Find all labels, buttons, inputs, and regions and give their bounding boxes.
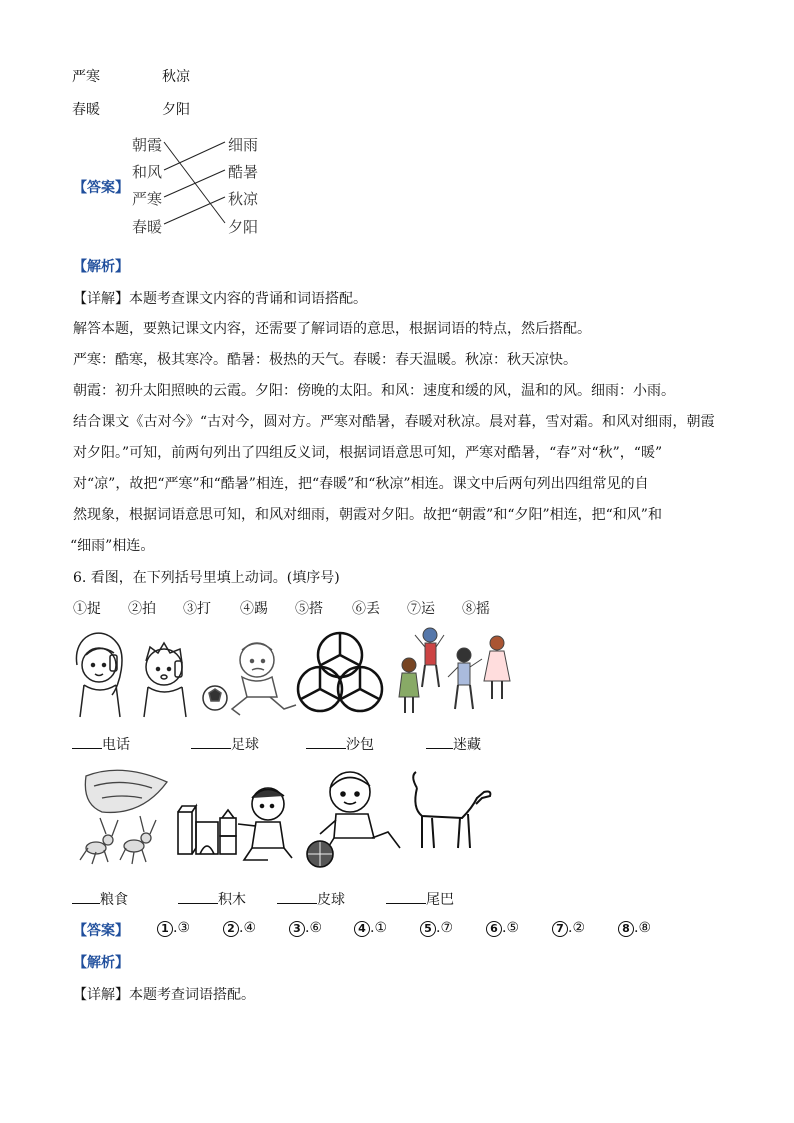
answer-2 (223, 920, 256, 937)
match-right-4: 夕阳 (228, 218, 259, 236)
analysis-label-2: 【解析】 (73, 955, 129, 971)
answer-label-2: 【答案】 (73, 923, 129, 939)
kick-football-picture (203, 643, 296, 715)
row2-word-3: 皮球 (317, 892, 345, 908)
building-blocks-picture (178, 788, 292, 860)
detail-text-2: 本题考查词语搭配。 (129, 987, 255, 1003)
picture-row-1 (72, 625, 532, 720)
option-4: ④踢 (240, 601, 268, 617)
detail-line-2 (73, 984, 255, 1004)
long-paragraph-line-2: 对夕阳。”可知，前两句列出了四组反义词，根据词语意思可知，严寒对酷暑，“春”对“秋”，“暖” (73, 445, 663, 461)
match-right-2: 酷暑 (228, 163, 259, 181)
answer-4 (354, 920, 387, 937)
option-1: ①捉 (73, 601, 101, 617)
row2-item-3 (277, 889, 345, 909)
answer-7-num: 7 (552, 921, 568, 937)
blank-6[interactable] (178, 889, 218, 904)
answer-2-val: .④ (239, 920, 257, 936)
paragraph-1: 解答本题，要熟记课文内容，还需要了解词语的意思，根据词语的特点，然后搭配。 (73, 321, 591, 337)
detail-line (73, 288, 367, 308)
match-left-1: 朝霞 (132, 136, 163, 154)
question-6-title: 6. 看图，在下列括号里填上动词。(填序号) (73, 570, 340, 586)
row1-item-2 (191, 734, 259, 754)
pair-right-1: 秋凉 (162, 69, 190, 85)
answer-1 (157, 920, 190, 937)
answer-7-val: .② (568, 920, 586, 936)
answer-7 (552, 920, 585, 937)
option-8: ⑧摇 (462, 601, 490, 617)
answer-3-val: .⑥ (305, 920, 323, 936)
phone-call-picture (76, 633, 186, 717)
row1-word-1: 电话 (102, 737, 130, 753)
answer-6 (486, 920, 519, 937)
row2-word-2: 积木 (218, 892, 246, 908)
long-paragraph-line-3: 对“凉”，故把“严寒”和“酷暑”相连，把“春暖”和“秋凉”相连。课文中后两句列出四组常见的自 (73, 476, 649, 492)
row2-word-4: 尾巴 (426, 892, 454, 908)
blank-4[interactable] (426, 734, 453, 749)
answer-4-val: .① (370, 920, 388, 936)
blank-7[interactable] (277, 889, 317, 904)
answer-2-num: 2 (223, 921, 239, 937)
matching-lines (128, 128, 268, 240)
answer-1-val: .③ (173, 920, 191, 936)
answer-1-num: 1 (157, 921, 173, 937)
row2-item-1 (72, 889, 128, 909)
answer-4-num: 4 (354, 921, 370, 937)
option-5: ⑤搭 (295, 601, 323, 617)
answer-8-num: 8 (618, 921, 634, 937)
analysis-label: 【解析】 (73, 259, 129, 275)
answer-6-num: 6 (486, 921, 502, 937)
row1-item-1 (72, 734, 130, 754)
row1-word-4: 迷藏 (453, 737, 481, 753)
match-right-1: 细雨 (228, 136, 259, 154)
blank-5[interactable] (72, 889, 100, 904)
pair-left-1: 严寒 (72, 69, 100, 85)
blank-3[interactable] (306, 734, 346, 749)
row2-word-1: 粮食 (100, 892, 128, 908)
blank-2[interactable] (191, 734, 231, 749)
detail-label-2: 【详解】 (73, 987, 129, 1003)
detail-text: 本题考查课文内容的背诵和词语搭配。 (129, 291, 367, 307)
answer-5 (420, 920, 453, 937)
match-right-3: 秋凉 (228, 190, 259, 208)
hide-and-seek-picture (399, 628, 510, 713)
answer-5-val: .⑦ (436, 920, 454, 936)
answer-3-num: 3 (289, 921, 305, 937)
match-left-4: 春暖 (132, 218, 163, 236)
ants-carrying-food-picture (80, 770, 167, 864)
row1-item-3 (306, 734, 374, 754)
bounce-ball-picture (307, 772, 400, 867)
wag-tail-picture (413, 772, 490, 848)
option-2: ②拍 (128, 601, 156, 617)
answer-8 (618, 920, 651, 937)
answer-label: 【答案】 (73, 180, 129, 196)
long-paragraph-line-4: 然现象，根据词语意思可知，和风对细雨，朝霞对夕阳。故把“朝霞”和“夕阳”相连，把“和风”和 (73, 507, 662, 523)
blank-1[interactable] (72, 734, 102, 749)
long-paragraph-line-5: “细雨”相连。 (70, 538, 155, 554)
answer-3 (289, 920, 322, 937)
answer-6-val: .⑤ (502, 920, 520, 936)
row2-item-4 (386, 889, 454, 909)
pair-right-2: 夕阳 (162, 102, 190, 118)
option-3: ③打 (183, 601, 211, 617)
sandbag-picture (298, 633, 382, 711)
row1-word-2: 足球 (231, 737, 259, 753)
long-paragraph-line-1: 结合课文《古对今》“古对今，圆对方。严寒对酷暑，春暖对秋凉。晨对暮，雪对霜。和风对细雨，朝霞 (73, 414, 715, 430)
option-6: ⑥丢 (352, 601, 380, 617)
match-left-3: 严寒 (132, 190, 163, 208)
detail-label: 【详解】 (73, 291, 129, 307)
pair-left-2: 春暖 (72, 102, 100, 118)
row1-word-3: 沙包 (346, 737, 374, 753)
blank-8[interactable] (386, 889, 426, 904)
paragraph-2: 严寒：酷寒，极其寒冷。酷暑：极热的天气。春暖：春天温暖。秋凉：秋天凉快。 (73, 352, 577, 368)
answer-8-val: .⑧ (634, 920, 652, 936)
row2-item-2 (178, 889, 246, 909)
matching-diagram (128, 128, 268, 240)
picture-row-2 (72, 768, 502, 868)
option-7: ⑦运 (407, 601, 435, 617)
row1-item-4 (426, 734, 481, 754)
answer-5-num: 5 (420, 921, 436, 937)
paragraph-3: 朝霞：初升太阳照映的云霞。夕阳：傍晚的太阳。和风：速度和缓的风，温和的风。细雨：小雨。 (73, 383, 675, 399)
match-left-2: 和风 (132, 163, 163, 181)
